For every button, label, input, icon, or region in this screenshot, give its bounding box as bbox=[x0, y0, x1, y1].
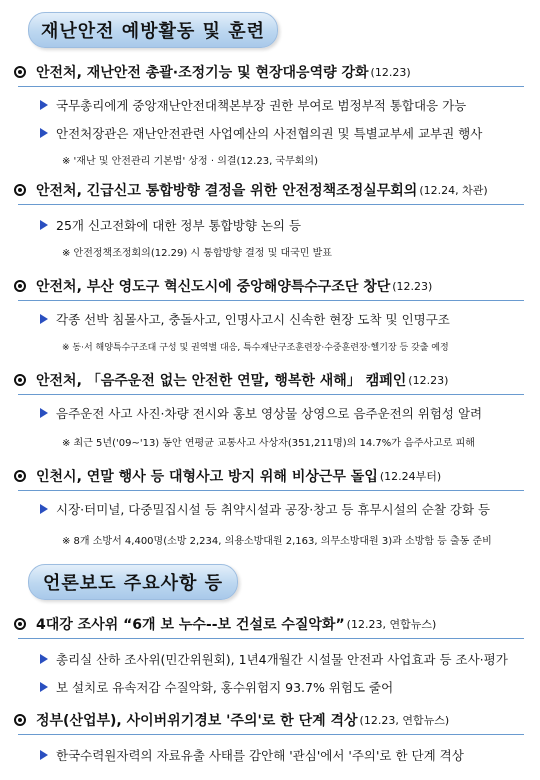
headline-text: 안전처, 재난안전 총괄·조정기능 및 현장대응역량 강화 bbox=[36, 65, 369, 81]
news-headline bbox=[14, 710, 528, 730]
list-item bbox=[40, 746, 530, 764]
triangle-bullet-icon bbox=[40, 314, 48, 324]
headline-date: (12.23) bbox=[370, 65, 411, 79]
news-headline bbox=[14, 62, 528, 82]
divider bbox=[18, 86, 524, 87]
divider bbox=[18, 638, 524, 639]
footnote: ※ 안전정책조정회의(12.29) 시 통합방향 결정 및 대국민 발표 bbox=[62, 248, 332, 259]
list-item bbox=[40, 678, 530, 696]
item-text: 한국수력원자력의 자료유출 사태를 감안해 '관심'에서 '주의'로 한 단계 격상 bbox=[56, 748, 464, 763]
triangle-bullet-icon bbox=[40, 220, 48, 230]
divider bbox=[18, 394, 524, 395]
divider bbox=[18, 300, 524, 301]
list-item bbox=[40, 124, 530, 142]
circle-bullet-icon bbox=[14, 66, 26, 78]
news-headline bbox=[14, 614, 528, 634]
headline-date: (12.23, 연합뉴스) bbox=[359, 714, 450, 727]
item-text: 보 설치로 유속저감 수질악화, 홍수위험지 93.7% 위험도 줄어 bbox=[56, 680, 394, 695]
headline-date: (12.23, 연합뉴스) bbox=[346, 618, 437, 631]
news-headline bbox=[14, 370, 528, 390]
item-text: 각종 선박 침몰사고, 충돌사고, 인명사고시 신속한 현장 도착 및 인명구조 bbox=[56, 312, 450, 327]
item-text: 총리실 산하 조사위(민간위원회), 1년4개월간 시설물 안전과 사업효과 등 조사·평가 bbox=[56, 652, 508, 667]
divider bbox=[18, 734, 524, 735]
item-text: 음주운전 사고 사진·차량 전시와 홍보 영상물 상영으로 음주운전의 위험성 알려 bbox=[56, 406, 483, 421]
headline-text: 안전처, 부산 영도구 혁신도시에 중앙해양특수구조단 창단 bbox=[36, 279, 391, 295]
triangle-bullet-icon bbox=[40, 750, 48, 760]
footnote: ※ 최근 5년('09~'13) 동안 연평균 교통사고 사상자(351,211명)의 14.7%가 음주사고로 피해 bbox=[62, 438, 475, 449]
circle-bullet-icon bbox=[14, 374, 26, 386]
item-text: 25개 신고전화에 대한 정부 통합방향 논의 등 bbox=[56, 218, 302, 233]
circle-bullet-icon bbox=[14, 714, 26, 726]
divider bbox=[18, 204, 524, 205]
news-headline bbox=[14, 466, 528, 486]
headline-date: (12.24, 차관) bbox=[419, 184, 488, 197]
circle-bullet-icon bbox=[14, 618, 26, 630]
headline-text: 인천시, 연말 행사 등 대형사고 방지 위해 비상근무 돌입 bbox=[36, 469, 378, 485]
triangle-bullet-icon bbox=[40, 100, 48, 110]
list-item bbox=[40, 96, 530, 114]
item-text: 국무총리에게 중앙재난안전대책본부장 권한 부여로 범정부적 통합대응 가능 bbox=[56, 98, 467, 113]
section-title-press: 언론보도 주요사항 등 bbox=[28, 564, 238, 600]
triangle-bullet-icon bbox=[40, 682, 48, 692]
headline-date: (12.23) bbox=[408, 373, 449, 387]
footnote: ※ 동·서 해양특수구조대 구성 및 권역별 대응, 특수재난구조훈련장·수중훈련장·헬기장 등 갖출 예정 bbox=[62, 343, 449, 353]
headline-text: 정부(산업부), 사이버위기경보 '주의'로 한 단계 격상 bbox=[36, 713, 358, 729]
circle-bullet-icon bbox=[14, 280, 26, 292]
triangle-bullet-icon bbox=[40, 504, 48, 514]
list-item bbox=[40, 404, 530, 422]
news-headline bbox=[14, 180, 528, 200]
news-headline bbox=[14, 276, 528, 296]
triangle-bullet-icon bbox=[40, 654, 48, 664]
divider bbox=[18, 490, 524, 491]
headline-text: 4대강 조사위 “6개 보 누수--보 건설로 수질악화” bbox=[36, 617, 345, 633]
list-item bbox=[40, 216, 530, 234]
footnote: ※ '재난 및 안전관리 기본법' 상정 · 의결(12.23, 국무회의) bbox=[62, 156, 318, 167]
list-item bbox=[40, 500, 530, 518]
item-text: 시장·터미널, 다중밀집시설 등 취약시설과 공장·창고 등 휴무시설의 순찰 강화 등 bbox=[56, 502, 491, 517]
list-item bbox=[40, 310, 530, 328]
headline-date: (12.24부터) bbox=[379, 470, 442, 483]
headline-date: (12.23) bbox=[392, 279, 433, 293]
footnote: ※ 8개 소방서 4,400명(소방 2,234, 의용소방대원 2,163, 의무소방대원 3)과 소방함 등 출동 준비 bbox=[62, 536, 492, 547]
item-text: 안전처장관은 재난안전관련 사업예산의 사전협의권 및 특별교부세 교부권 행사 bbox=[56, 126, 483, 141]
triangle-bullet-icon bbox=[40, 128, 48, 138]
triangle-bullet-icon bbox=[40, 408, 48, 418]
circle-bullet-icon bbox=[14, 184, 26, 196]
circle-bullet-icon bbox=[14, 470, 26, 482]
section-title-disaster-safety: 재난안전 예방활동 및 훈련 bbox=[28, 12, 278, 48]
headline-text: 안전처, 긴급신고 통합방향 결정을 위한 안전정책조정실무회의 bbox=[36, 183, 418, 199]
headline-text: 안전처, 「음주운전 없는 안전한 연말, 행복한 새해」 캠페인 bbox=[36, 373, 407, 389]
list-item bbox=[40, 650, 530, 668]
